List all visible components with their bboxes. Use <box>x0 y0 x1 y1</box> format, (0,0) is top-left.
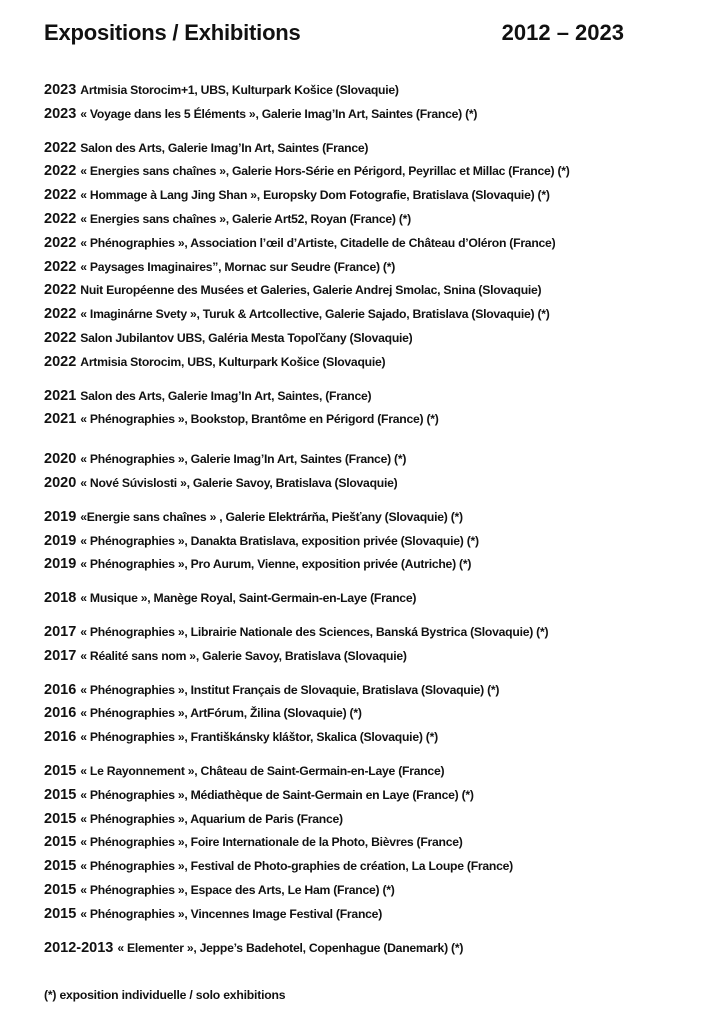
entry-year: 2019 <box>44 508 77 525</box>
exhibition-group <box>44 590 704 614</box>
exhibition-group <box>44 388 704 436</box>
entry-year: 2021 <box>44 387 77 404</box>
entry-year: 2020 <box>44 451 77 468</box>
entry-year: 2016 <box>44 681 77 698</box>
entry-text: Salon des Arts, Galerie Imag’In Art, Saintes (France) <box>80 140 369 155</box>
entry-year: 2015 <box>44 905 77 922</box>
entry-text: Salon des Arts, Galerie Imag’In Art, Saintes, (France) <box>80 388 372 403</box>
entry-text: « Phénographies », Aquarium de Paris (France) <box>80 811 343 826</box>
exhibition-entry <box>44 106 704 130</box>
exhibition-entry <box>44 705 704 729</box>
entry-text: « Réalité sans nom », Galerie Savoy, Bratislava (Slovaquie) <box>80 648 407 663</box>
exhibition-group <box>44 682 704 753</box>
entry-year: 2022 <box>44 139 77 156</box>
exhibition-entry <box>44 411 704 435</box>
exhibition-entry <box>44 590 704 614</box>
entry-text: « Voyage dans les 5 Éléments », Galerie Imag’In Art, Saintes (France) (*) <box>80 106 478 121</box>
entry-text: « Phénographies », Foire Internationale de la Photo, Bièvres (France) <box>80 835 463 850</box>
entry-year: 2019 <box>44 532 77 549</box>
exhibition-entry <box>44 187 704 211</box>
exhibition-entry <box>44 729 704 753</box>
exhibition-entry <box>44 648 704 672</box>
entry-year: 2015 <box>44 786 77 803</box>
entry-text: « Phénographies », Františkánsky kláštor, Skalica (Slovaquie) (*) <box>80 730 438 745</box>
entry-year: 2022 <box>44 234 77 251</box>
exhibition-group <box>44 940 704 964</box>
entry-text: « Phénographies », Médiathèque de Saint-Germain en Laye (France) (*) <box>80 787 474 802</box>
exhibition-entry <box>44 330 704 354</box>
entry-text: « Elementer », Jeppe’s Badehotel, Copenhague (Danemark) (*) <box>117 940 464 955</box>
entry-text: « Phénographies », Association l’œil d’Artiste, Citadelle de Château d’Oléron (France) <box>80 235 556 250</box>
exhibition-entry <box>44 787 704 811</box>
page-title: Expositions / Exhibitions <box>44 20 301 45</box>
entry-text: Artmisia Storocim+1, UBS, Kulturpark Košice (Slovaquie) <box>80 83 399 97</box>
entry-year: 2018 <box>44 590 77 607</box>
entry-text: « Phénographies », Bookstop, Brantôme en Périgord (France) (*) <box>80 412 439 427</box>
entry-text: « Energies sans chaînes », Galerie Hors-Série en Périgord, Peyrillac et Millac (France) (*) <box>80 164 570 179</box>
entry-text: «Energie sans chaînes » , Galerie Elektrárňa, Piešťany (Slovaquie) (*) <box>80 509 463 524</box>
exhibition-entry <box>44 82 704 106</box>
exhibition-entry <box>44 211 704 235</box>
entry-text: « Phénographies », Galerie Imag’In Art, Saintes (France) (*) <box>80 452 407 467</box>
entry-year: 2022 <box>44 210 77 227</box>
footnote: (*) exposition individuelle / solo exhibitions <box>44 988 286 1002</box>
entry-year: 2020 <box>44 474 77 491</box>
exhibition-entry <box>44 940 704 964</box>
exhibition-entry <box>44 163 704 187</box>
entry-text: Salon Jubilantov UBS, Galéria Mesta Topoľčany (Slovaquie) <box>80 330 413 345</box>
entry-text: « Phénographies », Vincennes Image Festival (France) <box>80 906 382 921</box>
entry-year: 2015 <box>44 762 77 779</box>
entry-text: « Le Rayonnement », Château de Saint-Germain-en-Laye (France) <box>80 763 445 778</box>
entry-text: Artmisia Storocim, UBS, Kulturpark Košice (Slovaquie) <box>80 354 386 369</box>
exhibition-entry <box>44 388 704 412</box>
exhibition-entry <box>44 624 704 648</box>
exhibition-entry <box>44 451 704 475</box>
entry-year: 2017 <box>44 647 77 664</box>
exhibition-entry <box>44 763 704 787</box>
entry-text: « Nové Súvislosti », Galerie Savoy, Bratislava (Slovaquie) <box>80 475 398 490</box>
entry-year: 2022 <box>44 306 77 323</box>
entry-text: « Phénographies », Festival de Photo-graphies de création, La Loupe (France) <box>80 859 513 874</box>
exhibition-entry <box>44 858 704 882</box>
entry-text: Nuit Européenne des Musées et Galeries, Galerie Andrej Smolac, Snina (Slovaquie) <box>80 283 542 298</box>
exhibition-entry <box>44 282 704 306</box>
entry-year: 2016 <box>44 729 77 746</box>
exhibition-entry <box>44 354 704 378</box>
entry-year: 2017 <box>44 623 77 640</box>
entry-year: 2015 <box>44 858 77 875</box>
exhibition-entry <box>44 834 704 858</box>
exhibition-entry <box>44 259 704 283</box>
entry-text: « Phénographies », Danakta Bratislava, exposition privée (Slovaquie) (*) <box>80 533 479 548</box>
exhibition-group <box>44 451 704 499</box>
entry-year: 2019 <box>44 556 77 573</box>
date-range: 2012 – 2023 <box>501 20 624 45</box>
page-header <box>44 20 624 54</box>
exhibition-group <box>44 82 704 130</box>
entry-year: 2015 <box>44 810 77 827</box>
entry-year: 2022 <box>44 258 77 275</box>
exhibition-entry <box>44 556 704 580</box>
entry-text: « Phénographies », Institut Français de Slovaquie, Bratislava (Slovaquie) (*) <box>80 682 500 697</box>
entry-year: 2016 <box>44 705 77 722</box>
entry-text: « Phénographies », ArtFórum, Žilina (Slovaquie) (*) <box>80 706 362 721</box>
entry-text: « Phénographies », Pro Aurum, Vienne, exposition privée (Autriche) (*) <box>80 557 472 572</box>
exhibition-group <box>44 140 704 378</box>
exhibition-entry <box>44 306 704 330</box>
entry-text: « Phénographies », Espace des Arts, Le Ham (France) (*) <box>80 882 395 897</box>
entry-year: 2021 <box>44 411 77 428</box>
entry-year: 2022 <box>44 282 77 299</box>
entry-text: « Hommage à Lang Jing Shan », Europsky Dom Fotografie, Bratislava (Slovaquie) (*) <box>80 188 550 203</box>
exhibition-entry <box>44 533 704 557</box>
exhibition-group <box>44 509 704 580</box>
entry-text: « Imaginárne Svety », Turuk & Artcollective, Galerie Sajado, Bratislava (Slovaquie) (*) <box>80 307 550 322</box>
entry-year: 2022 <box>44 353 77 370</box>
entry-year: 2022 <box>44 329 77 346</box>
entry-year: 2022 <box>44 163 77 180</box>
exhibition-group <box>44 624 704 672</box>
entry-year: 2023 <box>44 82 77 98</box>
entry-text: « Phénographies », Librairie Nationale des Sciences, Banská Bystrica (Slovaquie) (*) <box>80 624 549 639</box>
entry-text: « Musique », Manège Royal, Saint-Germain-en-Laye (France) <box>80 591 417 606</box>
entry-year: 2012-2013 <box>44 939 114 956</box>
entry-text: « Energies sans chaînes », Galerie Art52, Royan (France) (*) <box>80 211 411 226</box>
exhibition-entry <box>44 509 704 533</box>
exhibition-entry <box>44 140 704 164</box>
exhibition-entry <box>44 235 704 259</box>
entry-year: 2015 <box>44 834 77 851</box>
exhibition-entry <box>44 906 704 930</box>
exhibition-entry <box>44 811 704 835</box>
entry-year: 2023 <box>44 105 77 122</box>
exhibition-entry <box>44 475 704 499</box>
exhibition-group <box>44 763 704 930</box>
exhibition-list <box>44 82 704 973</box>
exhibition-entry <box>44 682 704 706</box>
exhibition-entry <box>44 882 704 906</box>
entry-year: 2015 <box>44 881 77 898</box>
entry-year: 2022 <box>44 187 77 204</box>
entry-text: « Paysages Imaginaires”, Mornac sur Seudre (France) (*) <box>80 259 396 274</box>
